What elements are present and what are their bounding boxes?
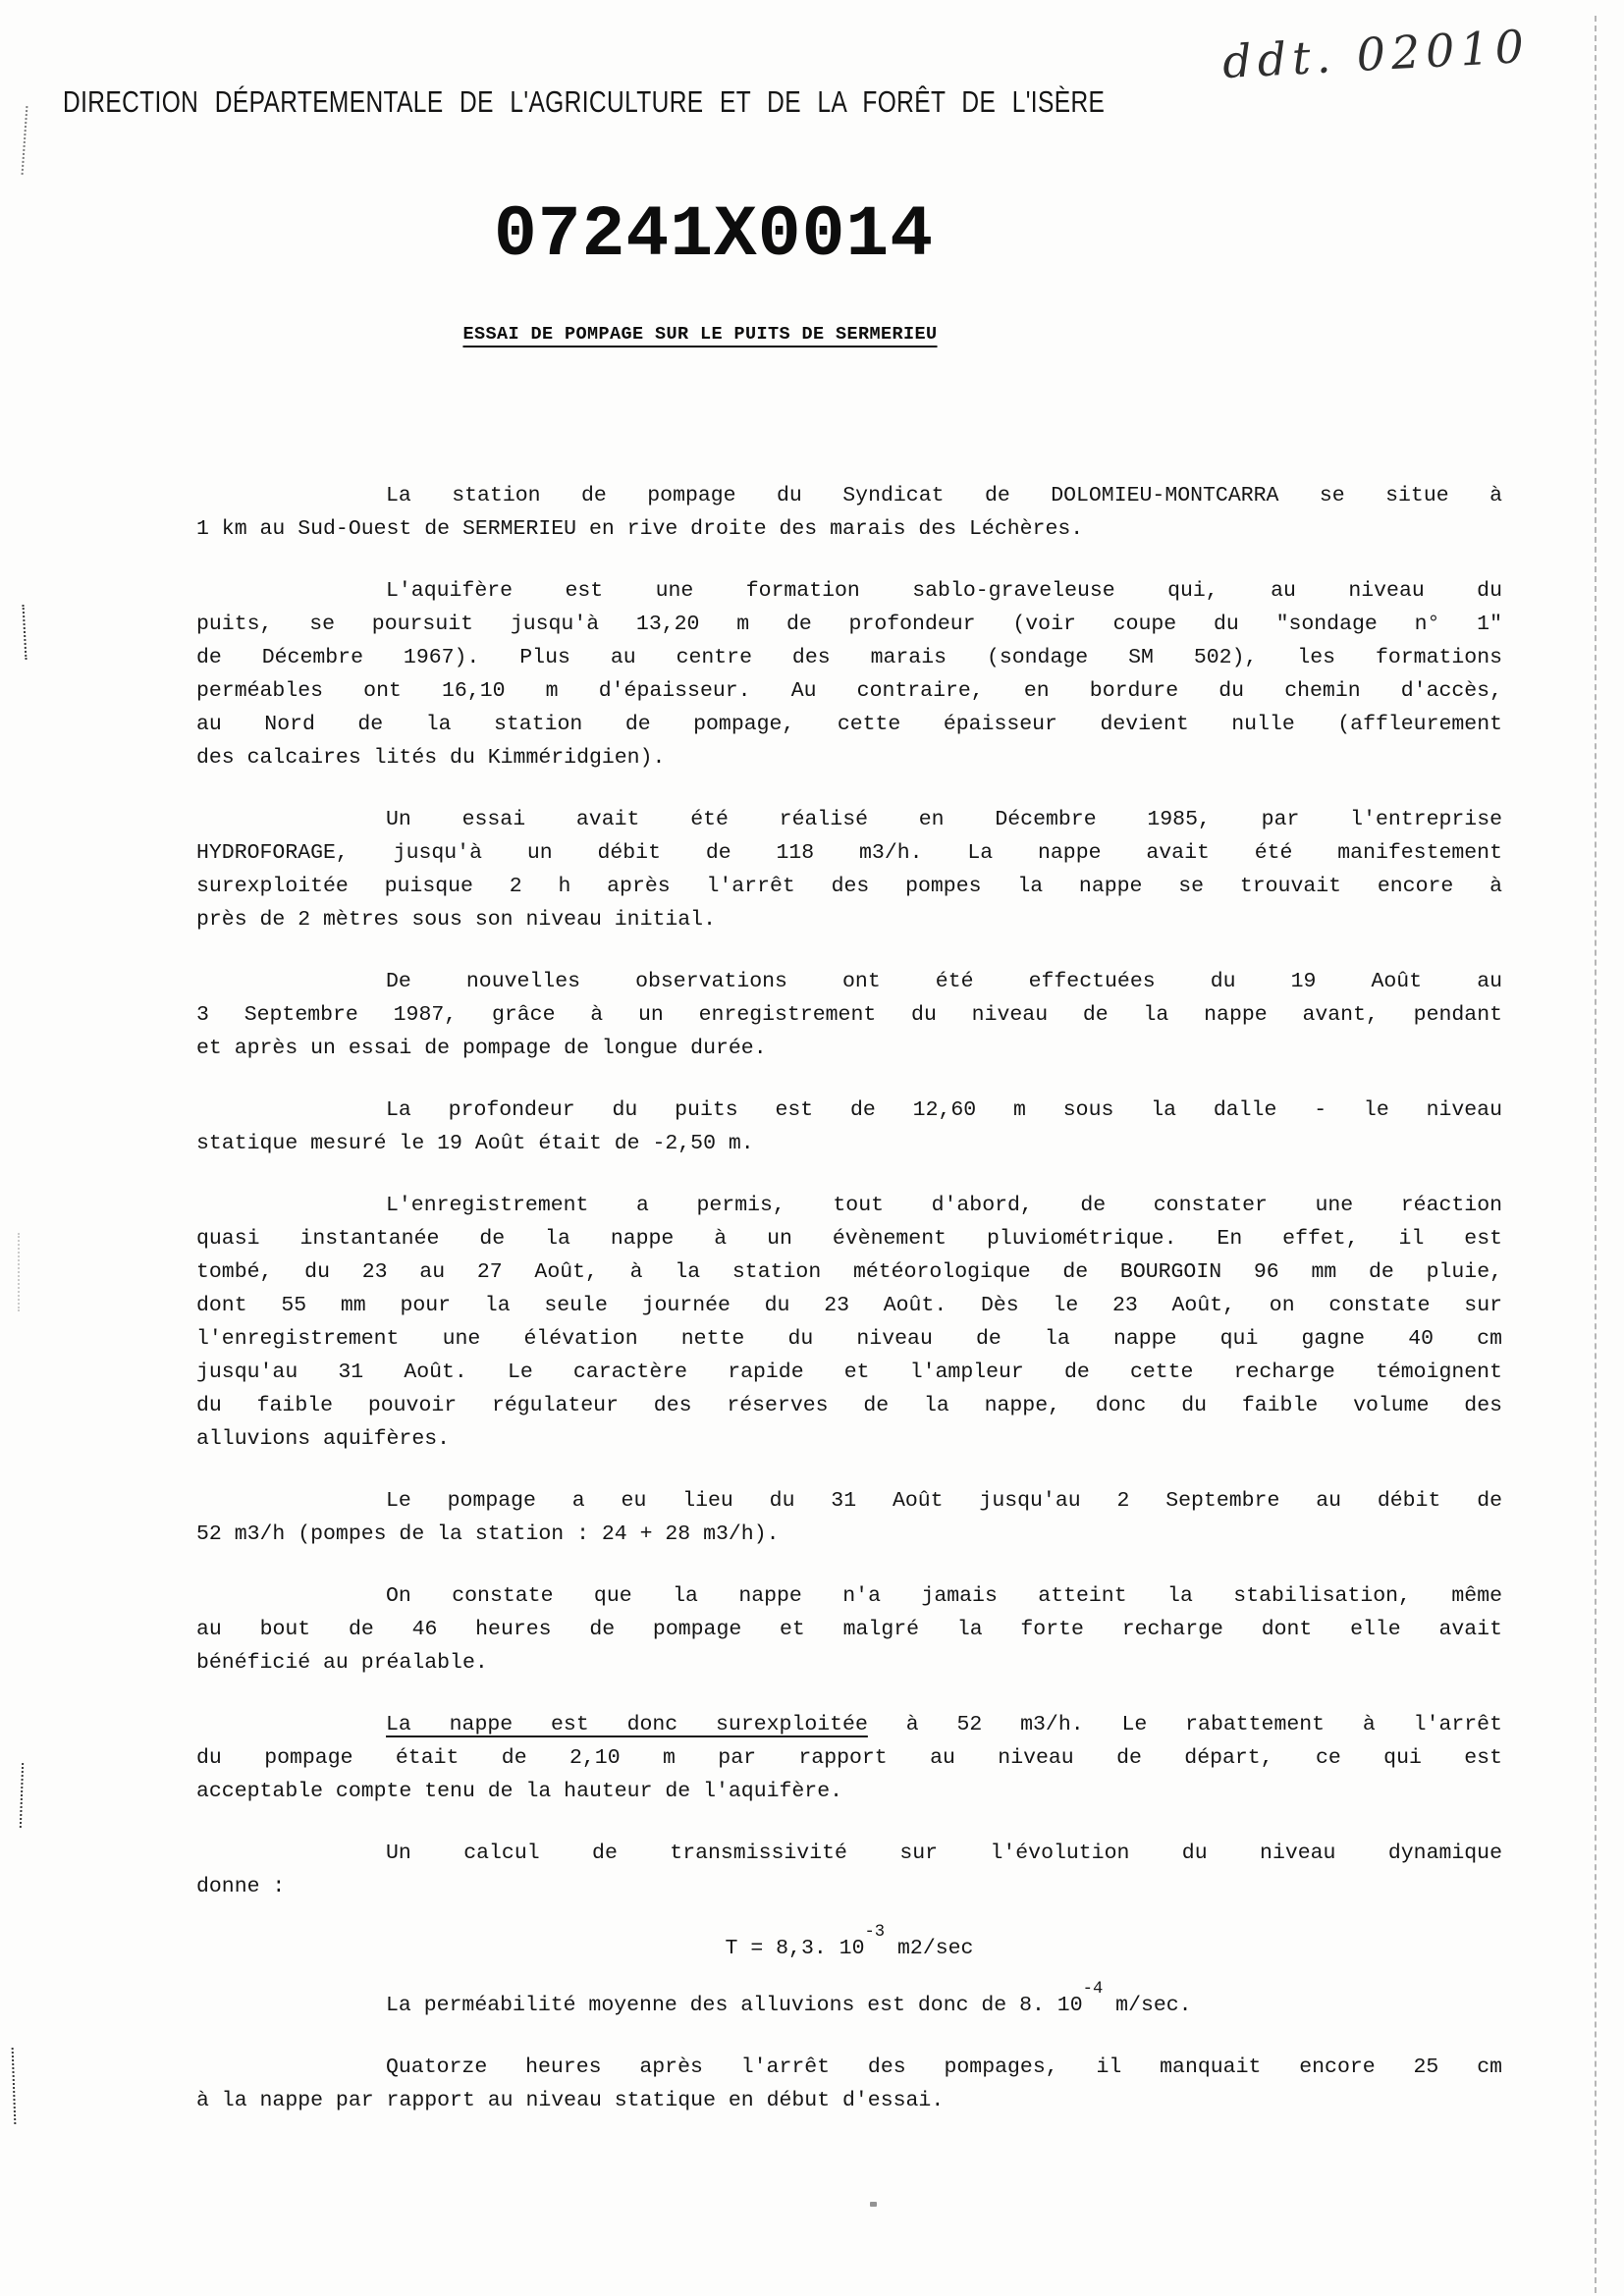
- text-line: Un calcul de transmissivité sur l'évolution du niveau dynamique: [386, 1842, 1502, 1865]
- transmissivity-formula: [196, 1923, 1502, 1965]
- aquifer-description: [196, 574, 1502, 774]
- text-line: bénéficié au préalable.: [196, 1651, 488, 1675]
- text-line: puits, se poursuit jusqu'à 13,20 m de profondeur (voir coupe du "sondage n° 1": [196, 613, 1502, 636]
- 1987-observations: [196, 965, 1502, 1065]
- text-line: [196, 1980, 1502, 2022]
- text-line: au bout de 46 heures de pompage et malgré la forte recharge dont elle avait: [196, 1618, 1502, 1641]
- text-line: dont 55 mm pour la seule journée du 23 Août. Dès le 23 Août, on constate sur: [196, 1294, 1502, 1317]
- transmissivity-intro: [196, 1837, 1502, 1903]
- text-line: [196, 1923, 1502, 1965]
- text-line: donne :: [196, 1875, 286, 1898]
- text-line: quasi instantanée de la nappe à un évènement pluviométrique. En effet, il est: [196, 1227, 1502, 1251]
- text-line: acceptable compte tenu de la hauteur de l'aquifère.: [196, 1780, 843, 1803]
- text-line: Un essai avait été réalisé en Décembre 1985, par l'entreprise: [386, 808, 1502, 831]
- text-segment: à 52 m3/h. Le rabattement à l'arrêt: [867, 1713, 1502, 1736]
- scan-artifact-margin-mark: [12, 2048, 17, 2124]
- text-segment: La perméabilité moyenne des alluvions est donc de 8. 10: [386, 1994, 1083, 2017]
- text-line: [196, 1708, 1502, 1741]
- text-line: De nouvelles observations ont été effectuées du 19 Août au: [386, 970, 1502, 993]
- document-title: ESSAI DE POMPAGE SUR LE PUITS DE SERMERIEU: [462, 324, 938, 345]
- text-segment: T = 8,3. 10: [725, 1937, 865, 1960]
- text-line: L'aquifère est une formation sablo-graveleuse qui, au niveau du: [386, 579, 1502, 603]
- text-line: près de 2 mètres sous son niveau initial.: [196, 908, 716, 932]
- text-line: 1 km au Sud-Ouest de SERMERIEU en rive droite des marais des Léchères.: [196, 517, 1084, 541]
- text-line: statique mesuré le 19 Août était de -2,50 m.: [196, 1132, 754, 1155]
- text-line: au Nord de la station de pompage, cette épaisseur devient nulle (affleurement: [196, 713, 1502, 736]
- text-line: L'enregistrement a permis, tout d'abord, de constater une réaction: [386, 1194, 1502, 1217]
- superscript-exponent: -4: [1082, 1980, 1104, 2000]
- recovery: [196, 2051, 1502, 2117]
- text-line: On constate que la nappe n'a jamais atteint la stabilisation, même: [386, 1584, 1502, 1608]
- handwritten-note: ddt. 02010: [1220, 19, 1532, 89]
- text-line: des calcaires lités du Kimméridgien).: [196, 746, 666, 770]
- scan-artifact-margin-mark: [20, 1763, 24, 1828]
- text-line: 3 Septembre 1987, grâce à un enregistrement du niveau de la nappe avant, pendant: [196, 1003, 1502, 1027]
- underlined-phrase: La nappe est donc surexploitée: [386, 1713, 868, 1736]
- intro-location: [196, 479, 1502, 546]
- agency-header: DIRECTION DÉPARTEMENTALE DE L'AGRICULTURE ET DE LA FORÊT DE L'ISÈRE: [63, 84, 1106, 119]
- superscript-exponent: -3: [864, 1923, 886, 1943]
- no-stabilization: [196, 1579, 1502, 1680]
- permeability: [196, 1980, 1502, 2022]
- text-line: du pompage était de 2,10 m par rapport au niveau de départ, ce qui est: [196, 1746, 1502, 1770]
- text-line: jusqu'au 31 Août. Le caractère rapide et l'ampleur de cette recharge témoignent: [196, 1361, 1502, 1384]
- text-line: tombé, du 23 au 27 Août, à la station météorologique de BOURGOIN 96 mm de pluie,: [196, 1260, 1502, 1284]
- rain-recharge: [196, 1189, 1502, 1456]
- text-line: l'enregistrement une élévation nette du niveau de la nappe qui gagne 40 cm: [196, 1327, 1502, 1351]
- text-line: La profondeur du puits est de 12,60 m sous la dalle - le niveau: [386, 1098, 1502, 1122]
- 1985-test: [196, 803, 1502, 936]
- well-depth: [196, 1094, 1502, 1160]
- text-line: perméables ont 16,10 m d'épaisseur. Au contraire, en bordure du chemin d'accès,: [196, 679, 1502, 703]
- text-line: La station de pompage du Syndicat de DOLOMIEU-MONTCARRA se situe à: [386, 484, 1502, 507]
- text-line: Le pompage a eu lieu du 31 Août jusqu'au 2 Septembre au débit de: [386, 1489, 1502, 1513]
- scan-artifact-margin-mark: [23, 605, 27, 660]
- overexploitation-conclusion: [196, 1708, 1502, 1808]
- text-line: HYDROFORAGE, jusqu'à un débit de 118 m3/h. La nappe avait été manifestement: [196, 841, 1502, 865]
- text-line: de Décembre 1967). Plus au centre des marais (sondage SM 502), les formations: [196, 646, 1502, 669]
- text-segment: m2/sec: [885, 1937, 974, 1960]
- scan-artifact-speck: [870, 2202, 877, 2207]
- text-line: à la nappe par rapport au niveau statique en début d'essai.: [196, 2089, 945, 2112]
- scan-artifact-margin-mark: [18, 1233, 20, 1311]
- document-body: [196, 479, 1502, 2146]
- text-line: surexploitée puisque 2 h après l'arrêt des pompes la nappe se trouvait encore à: [196, 875, 1502, 898]
- pumping-schedule: [196, 1484, 1502, 1551]
- text-line: Quatorze heures après l'arrêt des pompages, il manquait encore 25 cm: [386, 2056, 1502, 2079]
- text-segment: m/sec.: [1103, 1994, 1192, 2017]
- scan-artifact-dashed-line: [1595, 16, 1597, 2293]
- text-line: du faible pouvoir régulateur des réserves de la nappe, donc du faible volume des: [196, 1394, 1502, 1417]
- scan-artifact-scratch: [22, 106, 28, 175]
- text-line: alluvions aquifères.: [196, 1427, 451, 1451]
- text-line: 52 m3/h (pompes de la station : 24 + 28 m3/h).: [196, 1522, 780, 1546]
- text-line: et après un essai de pompage de longue durée.: [196, 1037, 767, 1060]
- document-reference: 07241X0014: [493, 194, 935, 276]
